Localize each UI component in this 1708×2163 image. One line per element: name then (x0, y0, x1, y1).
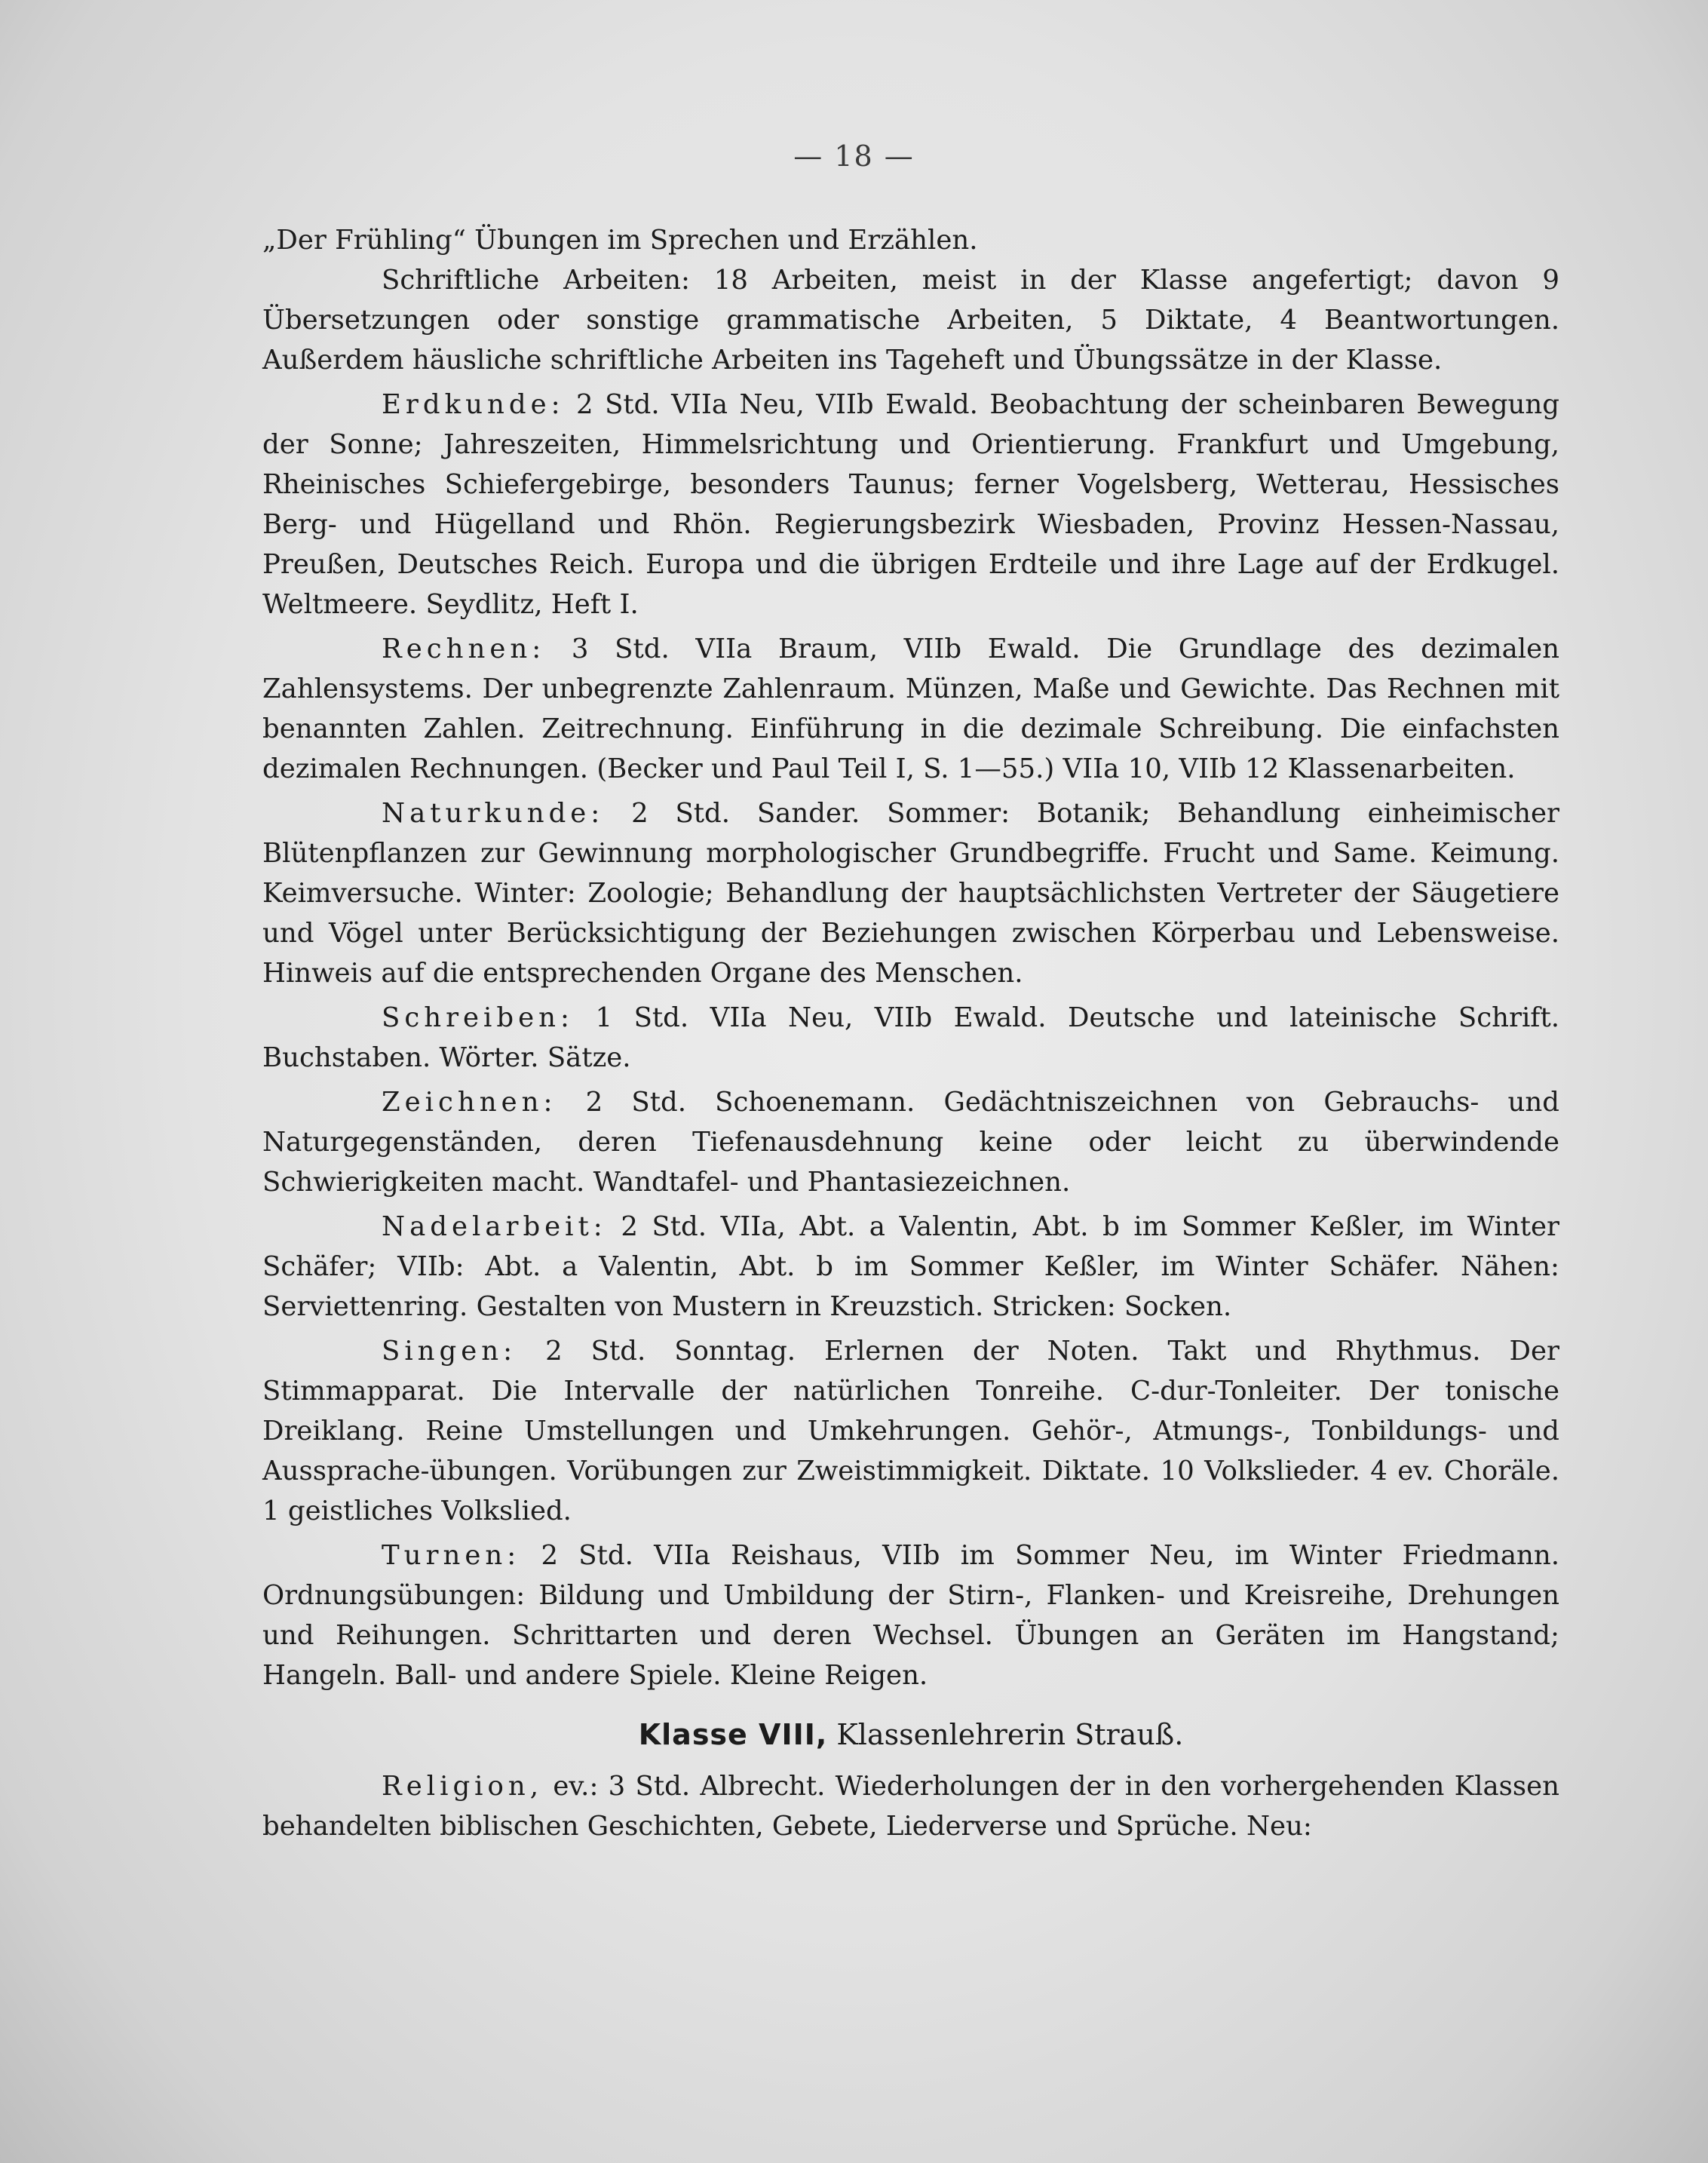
paragraph-naturkunde (262, 793, 1559, 993)
subject-rechnen: Rechnen: (382, 634, 546, 664)
section-heading-teacher: Klassenlehrerin Strauß. (827, 1718, 1184, 1751)
subject-schreiben: Schreiben: (382, 1002, 574, 1033)
text-turnen: 2 Std. VIIa Reishaus, VIIb im Sommer Neu, im Winter Friedmann. Ordnungsübungen: Bildung und Umbildung der Stirn-, Flanken- und Kreisreihe, Drehungen und Reihungen. Schrittarten und deren Wechsel. Übungen an Geräten im Hangstand; Hangeln. Ball- und andere Spiele. Kleine Reigen. (262, 1540, 1559, 1691)
text-singen: 2 Std. Sonntag. Erlernen der Noten. Takt und Rhythmus. Der Stimmapparat. Die Intervalle der natürlichen Tonreihe. C-dur-Tonleiter. Der tonische Dreiklang. Reine Umstellungen und Umkehrungen. Gehör-, Atmungs-, Tonbildungs- und Aussprache-übungen. Vorübungen zur Zweistimmigkeit. Diktate. 10 Volkslieder. 4 ev. Choräle. 1 geistliches Volkslied. (262, 1336, 1559, 1526)
text-nadelarbeit: 2 Std. VIIa, Abt. a Valentin, Abt. b im Sommer Keßler, im Winter Schäfer; VIIb: Abt. a Valentin, Abt. b im Sommer Keßler, im Winter Schäfer. Nähen: Serviettenring. Gestalten von Mustern in Kreuzstich. Stricken: Socken. (262, 1211, 1559, 1322)
paragraph-rechnen (262, 629, 1559, 789)
paragraph-schreiben (262, 998, 1559, 1078)
text-rechnen: 3 Std. VIIa Braum, VIIb Ewald. Die Grundlage des dezimalen Zahlensystems. Der unbegrenzte Zahlenraum. Münzen, Maße und Gewichte. Das Rechnen mit benannten Zahlen. Zeitrechnung. Einführung in die dezimale Schreibung. Die einfachsten dezimalen Rechnungen. (Becker und Paul Teil I, S. 1—55.) VIIa 10, VIIb 12 Klassenarbeiten. (262, 634, 1559, 784)
page-number: — 18 — (793, 140, 915, 173)
text-zeichnen: 2 Std. Schoenemann. Gedächtniszeichnen von Gebrauchs- und Naturgegenständen, deren Tiefenausdehnung keine oder leicht zu überwindende Schwierigkeiten macht. Wandtafel- und Phantasiezeichnen. (262, 1087, 1559, 1198)
paragraph-turnen (262, 1536, 1559, 1695)
text-naturkunde: 2 Std. Sander. Sommer: Botanik; Behandlung einheimischer Blütenpflanzen zur Gewinnung morphologischer Grundbegriffe. Frucht und Same. Keimung. Keimversuche. Winter: Zoologie; Behandlung der hauptsächlichsten Vertreter der Säugetiere und Vögel unter Berücksichtigung der Beziehungen zwischen Körperbau und Lebensweise. Hinweis auf die entsprechenden Organe des Menschen. (262, 798, 1559, 989)
subject-turnen: Turnen: (382, 1540, 521, 1571)
paragraph-schriftliche-arbeiten: Schriftliche Arbeiten: 18 Arbeiten, meist in der Klasse angefertigt; davon 9 Übersetzungen oder sonstige grammatische Arbeiten, 5 Diktate, 4 Beantwortungen. Außerdem häusliche schriftliche Arbeiten ins Tageheft und Übungssätze in der Klasse. (262, 265, 1559, 376)
paragraph-religion (262, 1766, 1559, 1846)
subject-naturkunde: Naturkunde: (382, 798, 605, 829)
subject-singen: Singen: (382, 1336, 517, 1367)
text-erdkunde: 2 Std. VIIa Neu, VIIb Ewald. Beobachtung der scheinbaren Bewegung der Sonne; Jahreszeiten, Himmelsrichtung und Orientierung. Frankfurt und Umgebung, Rheinisches Schiefergebirge, besonders Taunus; ferner Vogelsberg, Wetterau, Hessisches Berg- und Hügelland und Rhön. Regierungsbezirk Wiesbaden, Provinz Hessen-Nassau, Preußen, Deutsches Reich. Europa und die übrigen Erdteile und ihre Lage auf der Erdkugel. Weltmeere. Seydlitz, Heft I. (262, 389, 1559, 620)
paragraph-singen (262, 1331, 1559, 1531)
text-religion: ev.: 3 Std. Albrecht. Wiederholungen der in den vorhergehenden Klassen behandelten biblischen Geschichten, Gebete, Liederverse und Sprüche. Neu: (262, 1771, 1559, 1842)
text-schreiben: 1 Std. VIIa Neu, VIIb Ewald. Deutsche und lateinische Schrift. Buchstaben. Wörter. Sätze. (262, 1002, 1559, 1073)
section-heading-klasse-viii (262, 1714, 1559, 1756)
subject-erdkunde: Erdkunde: (382, 389, 565, 420)
paragraph-zeichnen (262, 1082, 1559, 1202)
subject-religion: Religion, (382, 1771, 544, 1802)
section-heading-klasse: Klasse VIII, (638, 1718, 828, 1751)
paragraph-erdkunde (262, 385, 1559, 624)
paragraph-fruehling: „Der Frühling“ Übungen im Sprechen und Erzählen. (262, 225, 978, 256)
page-body (262, 220, 1559, 1851)
paragraph-nadelarbeit (262, 1207, 1559, 1327)
subject-zeichnen: Zeichnen: (382, 1087, 557, 1118)
subject-nadelarbeit: Nadelarbeit: (382, 1211, 607, 1242)
